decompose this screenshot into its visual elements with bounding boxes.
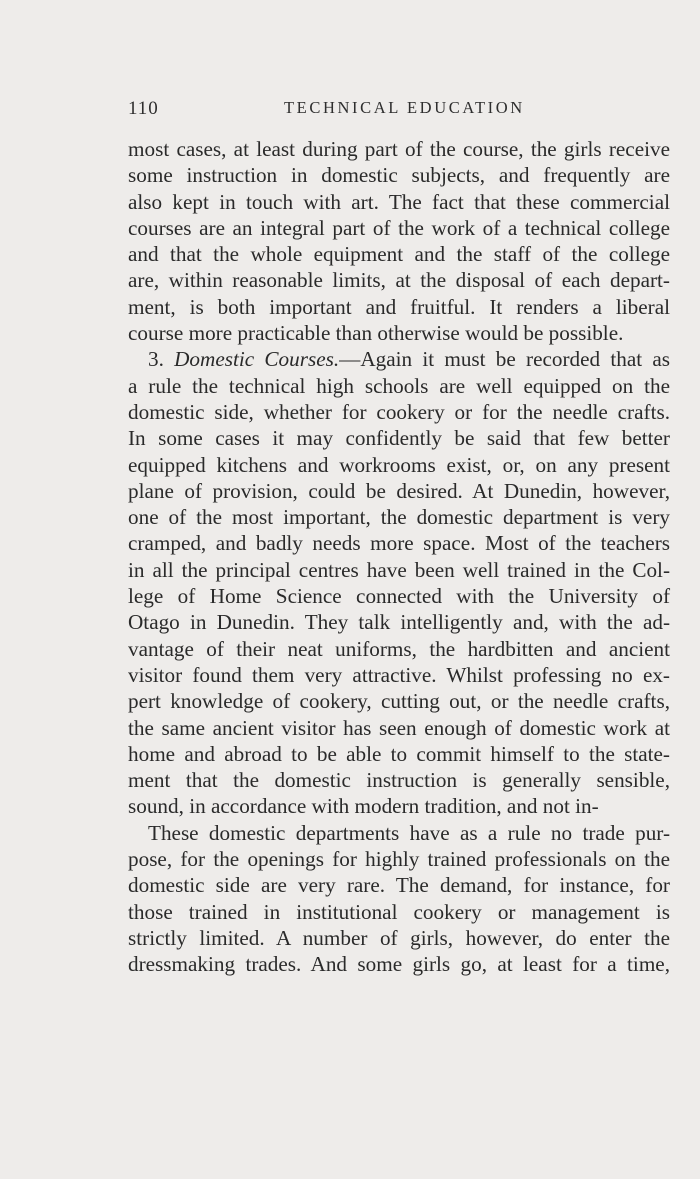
text-line: course more practicable than otherwise would be possible. xyxy=(128,321,624,346)
section-title: Domestic Courses. xyxy=(174,347,340,372)
section-number: 3. xyxy=(148,347,164,372)
text-line: most cases, at least during part of the course, the girls receive xyxy=(128,137,670,161)
text-line: ment that the domestic instruction is generally sensible, xyxy=(128,768,670,793)
text-line: in all the principal centres have been well trained in the Col- xyxy=(128,557,670,582)
text-line: dressmaking trades. And some girls go, at least for a time, xyxy=(128,952,670,977)
text-line: visitor found them very attractive. Whilst professing no ex- xyxy=(128,662,670,687)
text-line: pert knowledge of cookery, cutting out, or the needle crafts, xyxy=(128,689,670,714)
text-line: courses are an integral part of the work of a technical college xyxy=(128,215,670,240)
text-line: lege of Home Science connected with the University of xyxy=(128,584,670,609)
text-line: also kept in touch with art. The fact that these commercial xyxy=(128,189,670,214)
section-heading-rest: —Again it must be recorded that as xyxy=(339,347,671,372)
section-heading-line xyxy=(128,346,670,372)
text-line: Otago in Dunedin. They talk intelligently and, with the ad- xyxy=(128,610,670,635)
text-line: ment, is both important and fruitful. It renders a liberal xyxy=(128,294,670,319)
text-line: and that the whole equipment and the staff of the college xyxy=(128,242,670,267)
text-line: domestic side, whether for cookery or for the needle crafts. xyxy=(128,399,670,424)
text-line: home and abroad to be able to commit himself to the state- xyxy=(128,741,670,766)
text-line: strictly limited. A number of girls, however, do enter the xyxy=(128,925,670,950)
text-line: equipped kitchens and workrooms exist, or, on any present xyxy=(128,452,670,477)
paragraph-domestic-courses xyxy=(128,346,670,819)
running-head xyxy=(128,98,670,124)
text-line: are, within reasonable limits, at the disposal of each depart- xyxy=(128,268,670,293)
page-number: 110 xyxy=(128,98,159,119)
text-line: vantage of their neat uniforms, the hardbitten and ancient xyxy=(128,636,670,661)
text-line: pose, for the openings for highly trained professionals on the xyxy=(128,847,670,872)
text-line: domestic side are very rare. The demand, for instance, for xyxy=(128,873,670,898)
paragraph-commercial-courses xyxy=(128,136,670,346)
running-title: TECHNICAL EDUCATION xyxy=(284,98,525,117)
text-line: a rule the technical high schools are well equipped on the xyxy=(128,373,670,398)
text-line: the same ancient visitor has seen enough of domestic work at xyxy=(128,715,670,740)
text-line: sound, in accordance with modern tradition, and not in- xyxy=(128,794,599,819)
text-line: plane of provision, could be desired. At Dunedin, however, xyxy=(128,478,670,503)
text-line: some instruction in domestic subjects, and frequently are xyxy=(128,163,670,188)
text-line: those trained in institutional cookery or management is xyxy=(128,899,670,924)
text-line: one of the most important, the domestic department is very xyxy=(128,505,670,530)
paragraph-trade-purpose xyxy=(128,820,670,978)
text-line: These domestic departments have as a rule no trade pur- xyxy=(148,820,670,845)
text-line: In some cases it may confidently be said that few better xyxy=(128,426,670,451)
text-line: cramped, and badly needs more space. Most of the teachers xyxy=(128,531,670,556)
body-text xyxy=(128,136,670,978)
